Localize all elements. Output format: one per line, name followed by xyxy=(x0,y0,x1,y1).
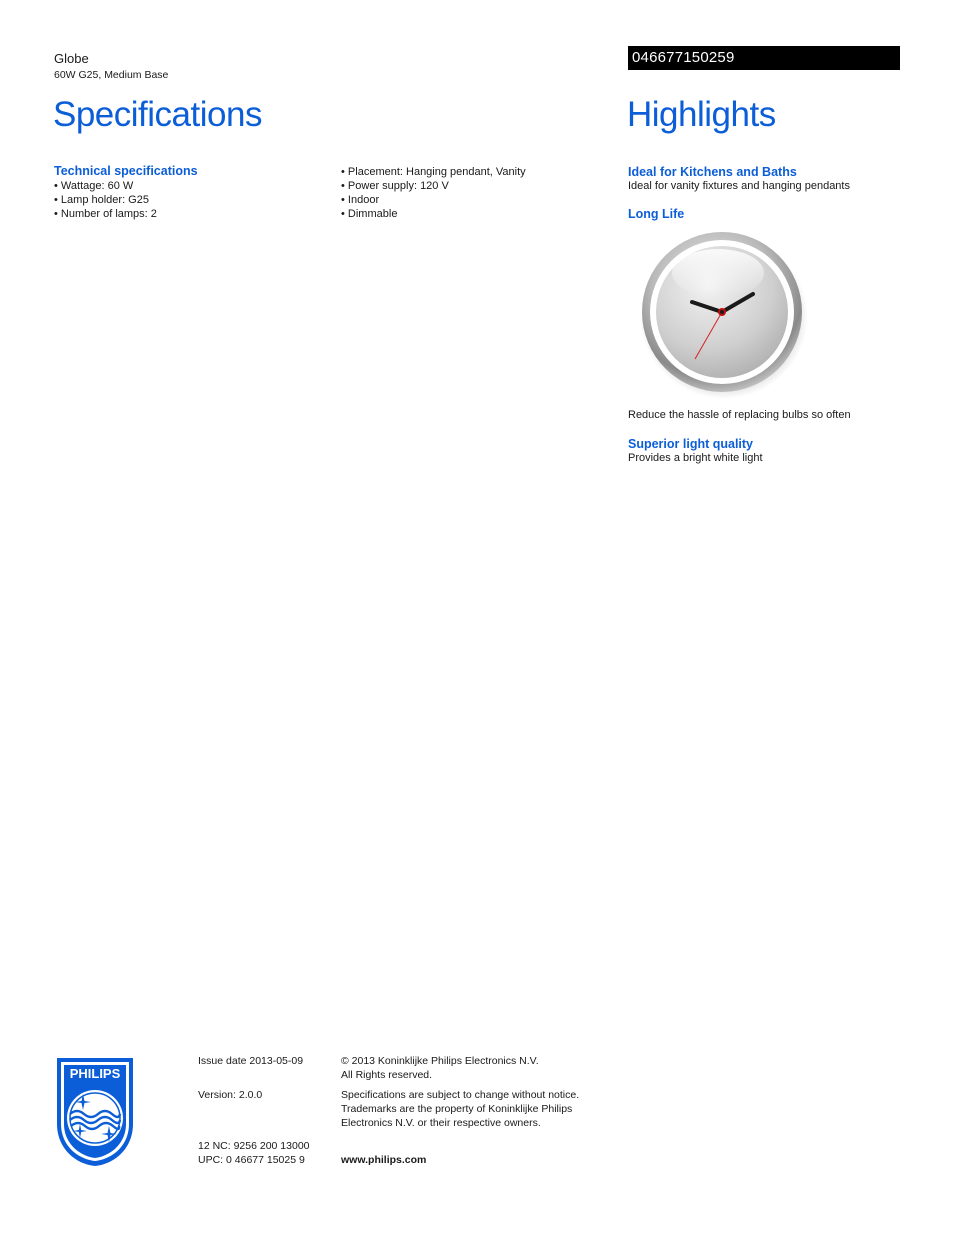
list-item: • Indoor xyxy=(341,193,526,207)
list-item: • Power supply: 120 V xyxy=(341,179,526,193)
philips-wordmark: PHILIPS xyxy=(69,1066,121,1081)
highlight-heading-light-quality: Superior light quality xyxy=(628,437,754,451)
spec-list-column-1 xyxy=(54,179,157,221)
highlight-text-long-life: Reduce the hassle of replacing bulbs so often xyxy=(628,409,851,421)
disclaimer: Specifications are subject to change without notice. Trademarks are the property of Koninklijke Philips Electronics N.V. or their respective owners. xyxy=(341,1089,580,1129)
product-code-box xyxy=(628,46,900,70)
list-item: • Number of lamps: 2 xyxy=(54,207,157,221)
copyright: © 2013 Koninklijke Philips Electronics N.V. xyxy=(341,1055,539,1067)
philips-shield-logo xyxy=(53,1054,137,1168)
spec-list-column-2 xyxy=(341,165,526,221)
list-item: • Lamp holder: G25 xyxy=(54,193,157,207)
list-item: • Wattage: 60 W xyxy=(54,179,157,193)
product-code: 046677150259 xyxy=(632,49,735,66)
highlight-text-kitchens: Ideal for vanity fixtures and hanging pendants xyxy=(628,180,850,192)
specifications-title: Specifications xyxy=(53,95,262,134)
highlights-title: Highlights xyxy=(627,95,776,134)
technical-specs-heading: Technical specifications xyxy=(54,164,198,178)
highlight-heading-kitchens: Ideal for Kitchens and Baths xyxy=(628,165,797,179)
product-subtitle: 60W G25, Medium Base xyxy=(54,69,169,81)
nc-number: 12 NC: 9256 200 13000 xyxy=(198,1140,310,1152)
list-item: • Dimmable xyxy=(341,207,526,221)
list-item: • Placement: Hanging pendant, Vanity xyxy=(341,165,526,179)
version: Version: 2.0.0 xyxy=(198,1089,263,1101)
product-name: Globe xyxy=(54,51,89,66)
issue-date: Issue date 2013-05-09 xyxy=(198,1055,304,1067)
website-link[interactable]: www.philips.com xyxy=(341,1154,427,1166)
clock-icon xyxy=(628,225,816,399)
highlight-heading-long-life: Long Life xyxy=(628,207,685,221)
highlight-text-light-quality: Provides a bright white light xyxy=(628,452,763,464)
upc-number: UPC: 0 46677 15025 9 xyxy=(198,1154,305,1166)
rights-reserved: All Rights reserved. xyxy=(341,1069,433,1081)
